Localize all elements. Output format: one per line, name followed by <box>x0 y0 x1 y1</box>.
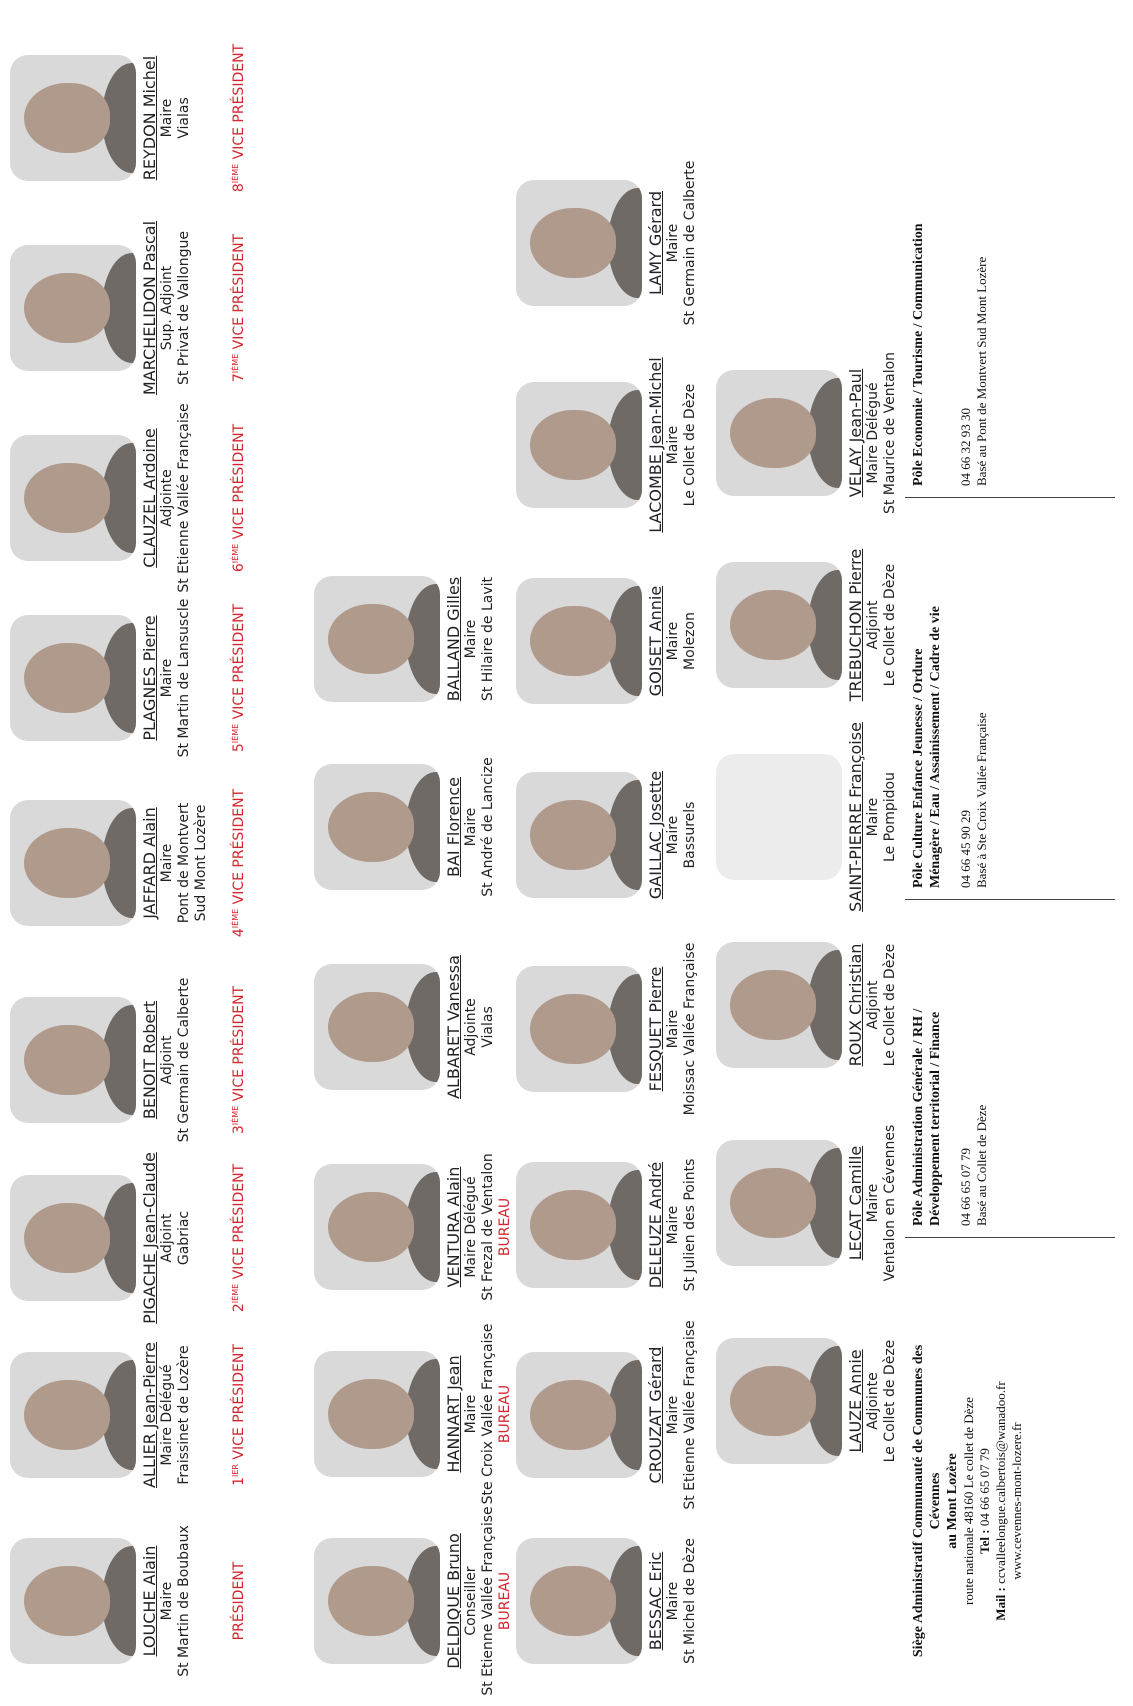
portrait-photo <box>10 1352 136 1478</box>
person-commune: St Michel de Dèze <box>682 1538 698 1664</box>
title-text: VICE PRÉSIDENT <box>231 233 247 354</box>
head-shape <box>24 828 110 898</box>
person-role: Maire Délégué <box>463 1176 479 1278</box>
person-role: Maire <box>665 1581 681 1621</box>
person-name: BENOIT Robert <box>140 1000 159 1120</box>
divider <box>905 1237 1115 1238</box>
person-commune2: Sud Mont Lozère <box>193 804 209 922</box>
head-shape <box>24 1380 110 1450</box>
person-name: JAFFARD Alain <box>140 807 159 919</box>
portrait-photo <box>314 576 440 702</box>
title-text: VICE PRÉSIDENT <box>231 1344 247 1465</box>
title-number: 5 <box>231 743 247 753</box>
siege-title-2: au Mont Lozère <box>945 1453 960 1549</box>
tel-value: 04 66 65 07 79 <box>977 1448 992 1530</box>
person-role: Sup. Adjoint <box>159 265 175 351</box>
person-name: DELEUZE André <box>646 1161 665 1289</box>
title-suffix: IÈME <box>231 543 240 564</box>
person-name: VENTURA Alain <box>444 1166 463 1288</box>
person-role: Maire <box>665 1205 681 1245</box>
pole-phone: 04 66 65 07 79 <box>958 1148 973 1226</box>
pole-title-2: Ménagère / Eau / Assainissement / Cadre de vie <box>928 606 943 888</box>
person-commune: St Julien des Points <box>682 1158 698 1292</box>
person-role: Conseiller <box>463 1566 479 1636</box>
person-bureau: BUREAU <box>497 1384 513 1444</box>
person-name: CLAUZEL Ardoine <box>140 428 159 568</box>
title-number: 6 <box>231 563 247 573</box>
person-card-lecat <box>716 1108 899 1298</box>
pole-title: Pôle Administration Générale / RH / <box>911 1008 926 1226</box>
person-commune: Le Pompidou <box>882 772 898 862</box>
person-bureau: BUREAU <box>497 1571 513 1631</box>
head-shape <box>24 1203 110 1273</box>
photo-placeholder <box>716 754 842 880</box>
person-role: Adjointe <box>865 1372 881 1430</box>
person-role: Maire <box>463 807 479 847</box>
person-commune: Pont de Montvert <box>176 802 192 924</box>
person-card-clauzel <box>10 403 193 593</box>
title-text: VICE PRÉSIDENT <box>231 43 247 164</box>
head-shape <box>730 970 816 1040</box>
portrait-photo <box>10 800 136 926</box>
title-suffix: IER <box>231 1464 240 1477</box>
head-shape <box>530 208 616 278</box>
person-name: VELAY Jean-Paul <box>846 368 865 498</box>
person-card-hannart <box>314 1319 514 1509</box>
person-card-roux <box>716 910 899 1100</box>
person-role: Maire <box>665 1395 681 1435</box>
portrait-photo <box>10 997 136 1123</box>
head-shape <box>24 1566 110 1636</box>
head-shape <box>328 1192 414 1262</box>
person-card-plagnes <box>10 583 193 773</box>
person-name: LAMY Gérard <box>646 191 665 295</box>
title-label <box>231 1138 247 1338</box>
title-number: 1 <box>231 1477 247 1486</box>
person-card-lamy <box>516 148 699 338</box>
portrait-photo <box>10 245 136 371</box>
portrait-photo <box>516 1162 642 1288</box>
person-role: Maire <box>665 223 681 263</box>
portrait-photo <box>716 370 842 496</box>
title-number: 8 <box>231 183 247 193</box>
head-shape <box>24 1025 110 1095</box>
siege-block <box>910 1316 1025 1686</box>
person-role: Maire <box>463 619 479 659</box>
title-number: 4 <box>231 928 247 938</box>
person-card-saintpierre <box>716 722 899 912</box>
siege-mail <box>993 1316 1009 1686</box>
person-commune: Le Collet de Dèze <box>882 943 898 1067</box>
person-commune: Bassurels <box>682 801 698 869</box>
person-commune: Le Collet de Dèze <box>682 383 698 507</box>
person-role: Maire Délégué <box>159 1364 175 1466</box>
person-commune: St Privat de Vallongue <box>176 230 192 386</box>
portrait-photo <box>516 1352 642 1478</box>
head-shape <box>328 1379 414 1449</box>
person-card-benoit <box>10 965 193 1155</box>
title-text: VICE PRÉSIDENT <box>231 423 247 544</box>
person-card-bai <box>314 732 497 922</box>
person-card-reydon <box>10 23 193 213</box>
title-suffix: IÈME <box>231 723 240 744</box>
person-role: Adjoint <box>865 600 881 650</box>
divider <box>905 497 1115 498</box>
person-commune: Gabriac <box>176 1210 192 1266</box>
person-name: LOUCHE Alain <box>140 1545 159 1657</box>
person-commune: St Etienne Vallée Française <box>176 403 192 593</box>
person-card-deldique <box>314 1506 514 1696</box>
portrait-photo <box>716 1140 842 1266</box>
person-commune: St Martin de Boubaux <box>176 1525 192 1677</box>
person-role: Adjoint <box>159 1213 175 1263</box>
pole-title: Pôle Economie / Tourisme / Communication <box>911 223 926 486</box>
person-card-velay <box>716 338 899 528</box>
pole-phone: 04 66 32 93 30 <box>958 408 973 486</box>
person-card-allier <box>10 1320 193 1510</box>
person-card-fesquet <box>516 934 699 1124</box>
person-commune: Ventalon en Cévennes <box>882 1124 898 1282</box>
portrait-photo <box>10 55 136 181</box>
person-role: Maire <box>159 658 175 698</box>
head-shape <box>530 410 616 480</box>
portrait-photo <box>516 966 642 1092</box>
head-shape <box>530 994 616 1064</box>
portrait-photo <box>516 578 642 704</box>
person-commune: St Etienne Vallée Française <box>480 1506 496 1696</box>
person-commune: Moissac Vallée Française <box>682 942 698 1116</box>
person-name: BAI Florence <box>444 777 463 878</box>
title-text: VICE PRÉSIDENT <box>231 788 247 909</box>
portrait-photo <box>716 1338 842 1464</box>
head-shape <box>24 273 110 343</box>
person-commune: Le Collet de Dèze <box>882 563 898 687</box>
person-commune: Vialas <box>480 1006 496 1048</box>
person-name: REYDON Michel <box>140 55 159 181</box>
siege-address: route nationale 48160 Le collet de Dèze <box>961 1397 976 1605</box>
title-number: 3 <box>231 1125 247 1135</box>
person-commune: St Germain de Calberte <box>176 977 192 1143</box>
person-commune: Ste Croix Vallée Française <box>480 1323 496 1505</box>
person-name: GOISET Annie <box>646 585 665 697</box>
person-role: Adjoint <box>159 1035 175 1085</box>
person-card-ventura <box>314 1132 514 1322</box>
pole-title-2: Développement territorial / Finance <box>928 1011 943 1226</box>
portrait-photo <box>516 180 642 306</box>
person-commune: St Hilaire de Lavit <box>480 576 496 702</box>
siege-tel <box>977 1316 993 1686</box>
person-role: Maire <box>159 98 175 138</box>
person-commune: St Maurice de Ventalon <box>882 351 898 515</box>
mail-label: Mail : <box>993 1587 1008 1621</box>
title-label <box>231 208 247 408</box>
pole-culture <box>910 528 990 888</box>
title-suffix: IÈME <box>231 1283 240 1304</box>
portrait-photo <box>10 1538 136 1664</box>
person-name: FESQUET Pierre <box>646 966 665 1092</box>
person-name: LAUZE Annie <box>846 1349 865 1453</box>
person-name: ALBARET Vanessa <box>444 955 463 1099</box>
person-card-lauze <box>716 1306 899 1496</box>
person-name: TREBUCHON Pierre <box>846 548 865 702</box>
person-name: ROUX Christian <box>846 943 865 1067</box>
person-card-bessac <box>516 1506 699 1696</box>
title-number: PRÉSIDENT <box>231 1561 247 1641</box>
portrait-photo <box>314 1351 440 1477</box>
portrait-photo <box>314 1538 440 1664</box>
portrait-photo <box>516 1538 642 1664</box>
person-role: Adjoint <box>865 980 881 1030</box>
head-shape <box>328 1566 414 1636</box>
person-card-goiset <box>516 546 699 736</box>
person-card-balland <box>314 544 497 734</box>
title-label <box>231 763 247 963</box>
title-label <box>231 1501 247 1701</box>
person-card-marchelidon <box>10 213 193 403</box>
person-name: PLAGNES Pierre <box>140 615 159 741</box>
person-name: MARCHELIDON Pascal <box>140 220 159 396</box>
title-suffix: IÈME <box>231 353 240 374</box>
head-shape <box>730 398 816 468</box>
person-commune: St Frezal de Ventalon <box>480 1153 496 1301</box>
title-number: 2 <box>231 1303 247 1313</box>
person-role: Maire <box>665 621 681 661</box>
title-label <box>231 18 247 218</box>
title-text: VICE PRÉSIDENT <box>231 1163 247 1284</box>
person-card-deleuze <box>516 1130 699 1320</box>
title-label <box>231 578 247 778</box>
person-commune: St André de Lancize <box>480 757 496 897</box>
pole-base: Basé à Ste Croix Vallée Française <box>974 712 989 888</box>
portrait-photo <box>314 964 440 1090</box>
head-shape <box>530 606 616 676</box>
person-role: Maire <box>159 843 175 883</box>
portrait-photo <box>10 1175 136 1301</box>
portrait-photo <box>10 615 136 741</box>
portrait-photo <box>716 942 842 1068</box>
person-role: Maire Délégué <box>865 382 881 484</box>
siege-title: Siège Administratif Communauté de Communes des Cévennes <box>911 1344 943 1658</box>
person-name: LECAT Camille <box>846 1145 865 1261</box>
mail-value[interactable]: ccvalleelongue.calbertois@wanadoo.fr <box>993 1381 1008 1588</box>
person-name: GAILLAC Josette <box>646 770 665 900</box>
person-name: BESSAC Eric <box>646 1551 665 1651</box>
head-shape <box>530 800 616 870</box>
head-shape <box>730 1168 816 1238</box>
person-role: Maire <box>665 1009 681 1049</box>
person-card-jaffard <box>10 768 210 958</box>
title-text: VICE PRÉSIDENT <box>231 985 247 1106</box>
divider <box>905 899 1115 900</box>
title-suffix: IÈME <box>231 163 240 184</box>
person-role: Adjointe <box>463 998 479 1056</box>
title-label <box>231 1315 247 1515</box>
portrait-photo <box>516 382 642 508</box>
pole-base: Basé au Pont de Montvert Sud Mont Lozère <box>974 256 989 486</box>
head-shape <box>530 1190 616 1260</box>
person-name: DELDIQUE Bruno <box>444 1533 463 1669</box>
head-shape <box>328 992 414 1062</box>
title-number: 7 <box>231 373 247 383</box>
person-name: SAINT-PIERRE Françoise <box>846 722 865 912</box>
head-shape <box>328 604 414 674</box>
title-suffix: IÈME <box>231 1105 240 1126</box>
person-commune: Fraissinet de Lozère <box>176 1345 192 1485</box>
tel-label: Tel : <box>977 1529 992 1554</box>
person-card-lacombe <box>516 350 699 540</box>
portrait-photo <box>10 435 136 561</box>
title-text: VICE PRÉSIDENT <box>231 603 247 724</box>
person-role: Maire <box>159 1581 175 1621</box>
person-card-gaillac <box>516 740 699 930</box>
portrait-photo <box>314 764 440 890</box>
pole-phone: 04 66 45 90 29 <box>958 810 973 888</box>
title-suffix: IÈME <box>231 908 240 929</box>
person-commune: St Etienne Vallée Française <box>682 1320 698 1510</box>
person-name: HANNART Jean <box>444 1355 463 1473</box>
pole-base: Basé au Collet de Dèze <box>974 1104 989 1226</box>
siege-website-link[interactable]: www.cevennes-mont-lozere.fr <box>1009 1422 1024 1580</box>
person-bureau: BUREAU <box>497 1197 513 1257</box>
head-shape <box>328 792 414 862</box>
person-name: CROUZAT Gérard <box>646 1346 665 1484</box>
person-role: Maire <box>463 1394 479 1434</box>
person-name: BALLAND Gilles <box>444 576 463 702</box>
head-shape <box>730 590 816 660</box>
head-shape <box>530 1380 616 1450</box>
person-name: ALLIER Jean-Pierre <box>140 1341 159 1489</box>
person-commune: Le Collet de Dèze <box>882 1339 898 1463</box>
portrait-photo <box>314 1164 440 1290</box>
portrait-photo <box>516 772 642 898</box>
person-card-crouzat <box>516 1320 699 1510</box>
person-name: LACOMBE Jean-Michel <box>646 357 665 533</box>
person-role: Adjointe <box>159 469 175 527</box>
person-commune: Molezon <box>682 612 698 670</box>
person-role: Maire <box>865 1183 881 1223</box>
title-label <box>231 960 247 1160</box>
pole-admin <box>910 926 990 1226</box>
portrait-photo <box>716 562 842 688</box>
head-shape <box>24 643 110 713</box>
person-card-louche <box>10 1506 193 1696</box>
person-card-trebuchon <box>716 530 899 720</box>
person-card-pigache <box>10 1143 193 1333</box>
person-role: Maire <box>665 425 681 465</box>
person-role: Maire <box>665 815 681 855</box>
head-shape <box>730 1366 816 1436</box>
pole-economie <box>910 106 990 486</box>
head-shape <box>24 83 110 153</box>
title-label <box>231 398 247 598</box>
person-commune: St Martin de Lansuscle <box>176 598 192 758</box>
person-role: Maire <box>865 797 881 837</box>
pole-title: Pôle Culture Enfance Jeunesse / Ordure <box>911 648 926 888</box>
head-shape <box>530 1566 616 1636</box>
person-card-albaret <box>314 932 497 1122</box>
person-commune: St Germain de Calberte <box>682 160 698 326</box>
head-shape <box>24 463 110 533</box>
person-commune: Vialas <box>176 97 192 139</box>
person-name: PIGACHE Jean-Claude <box>140 1152 159 1324</box>
